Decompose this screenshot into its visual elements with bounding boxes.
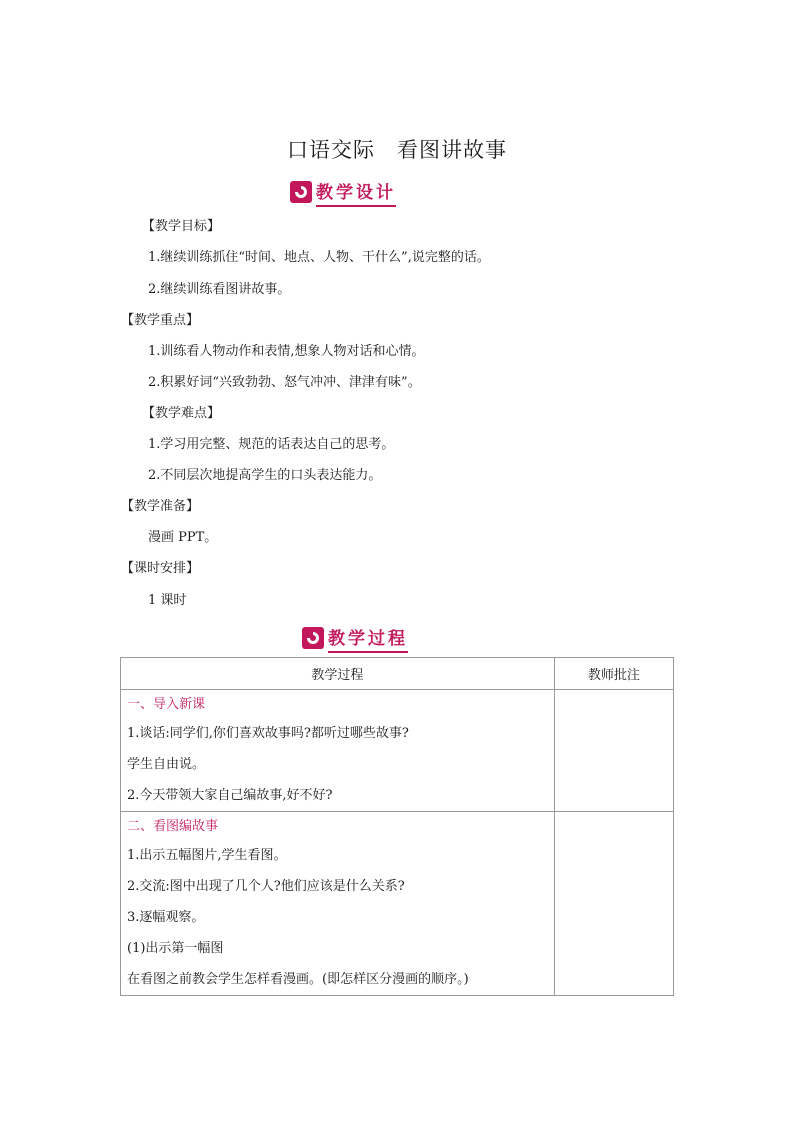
design-badge-label: 教学设计 — [316, 178, 396, 207]
row-line: 3.逐幅观察。 — [127, 910, 205, 925]
difficulty-item-2: 2.不同层次地提高学生的口头表达能力。 — [148, 468, 382, 483]
row-line: (1)出示第一幅图 — [127, 941, 224, 956]
page-title — [0, 134, 794, 164]
goal-item-1: 1.继续训练抓住“时间、地点、人物、干什么”,说完整的话。 — [148, 250, 490, 265]
row-line: 在看图之前教会学生怎样看漫画。(即怎样区分漫画的顺序。) — [127, 972, 469, 987]
process-badge-label: 教学过程 — [328, 624, 408, 653]
keypoints-heading: 【教学重点】 — [121, 313, 200, 328]
row-heading: 二、看图编故事 — [127, 819, 219, 834]
notes-cell — [554, 812, 673, 996]
difficulties-heading: 【教学难点】 — [142, 406, 221, 421]
row-line: 2.今天带领大家自己编故事,好不好? — [127, 788, 333, 803]
row-heading: 一、导入新课 — [127, 697, 206, 712]
difficulty-item-1: 1.学习用完整、规范的话表达自己的思考。 — [148, 437, 395, 452]
table-row — [121, 690, 674, 812]
goals-heading: 【教学目标】 — [142, 219, 221, 234]
row-line: 2.交流:图中出现了几个人?他们应该是什么关系? — [127, 879, 405, 894]
header-process: 教学过程 — [121, 658, 555, 690]
notes-cell — [554, 690, 673, 812]
schedule-text: 1 课时 — [148, 593, 187, 608]
table-header-row — [121, 658, 674, 690]
swirl-logo-icon — [302, 627, 324, 649]
prep-text: 漫画 PPT。 — [148, 530, 218, 545]
goal-item-2: 2.继续训练看图讲故事。 — [148, 282, 291, 297]
process-cell — [121, 690, 555, 812]
row-line: 学生自由说。 — [127, 757, 206, 772]
title-part2: 看图讲故事 — [397, 138, 507, 162]
table-row — [121, 812, 674, 996]
keypoint-item-2: 2.积累好词“兴致勃勃、怒气冲冲、津津有味”。 — [148, 375, 421, 390]
design-section-badge — [290, 180, 396, 204]
header-teacher-notes: 教师批注 — [554, 658, 673, 690]
title-part1: 口语交际 — [287, 138, 375, 162]
schedule-heading: 【课时安排】 — [121, 561, 200, 576]
swirl-logo-icon — [290, 181, 312, 203]
process-cell — [121, 812, 555, 996]
row-line: 1.出示五幅图片,学生看图。 — [127, 848, 287, 863]
process-table — [120, 657, 674, 996]
row-line: 1.谈话:同学们,你们喜欢故事吗?都听过哪些故事? — [127, 726, 409, 741]
process-section-badge — [302, 626, 408, 650]
prep-heading: 【教学准备】 — [121, 499, 200, 514]
keypoint-item-1: 1.训练看人物动作和表情,想象人物对话和心情。 — [148, 344, 425, 359]
